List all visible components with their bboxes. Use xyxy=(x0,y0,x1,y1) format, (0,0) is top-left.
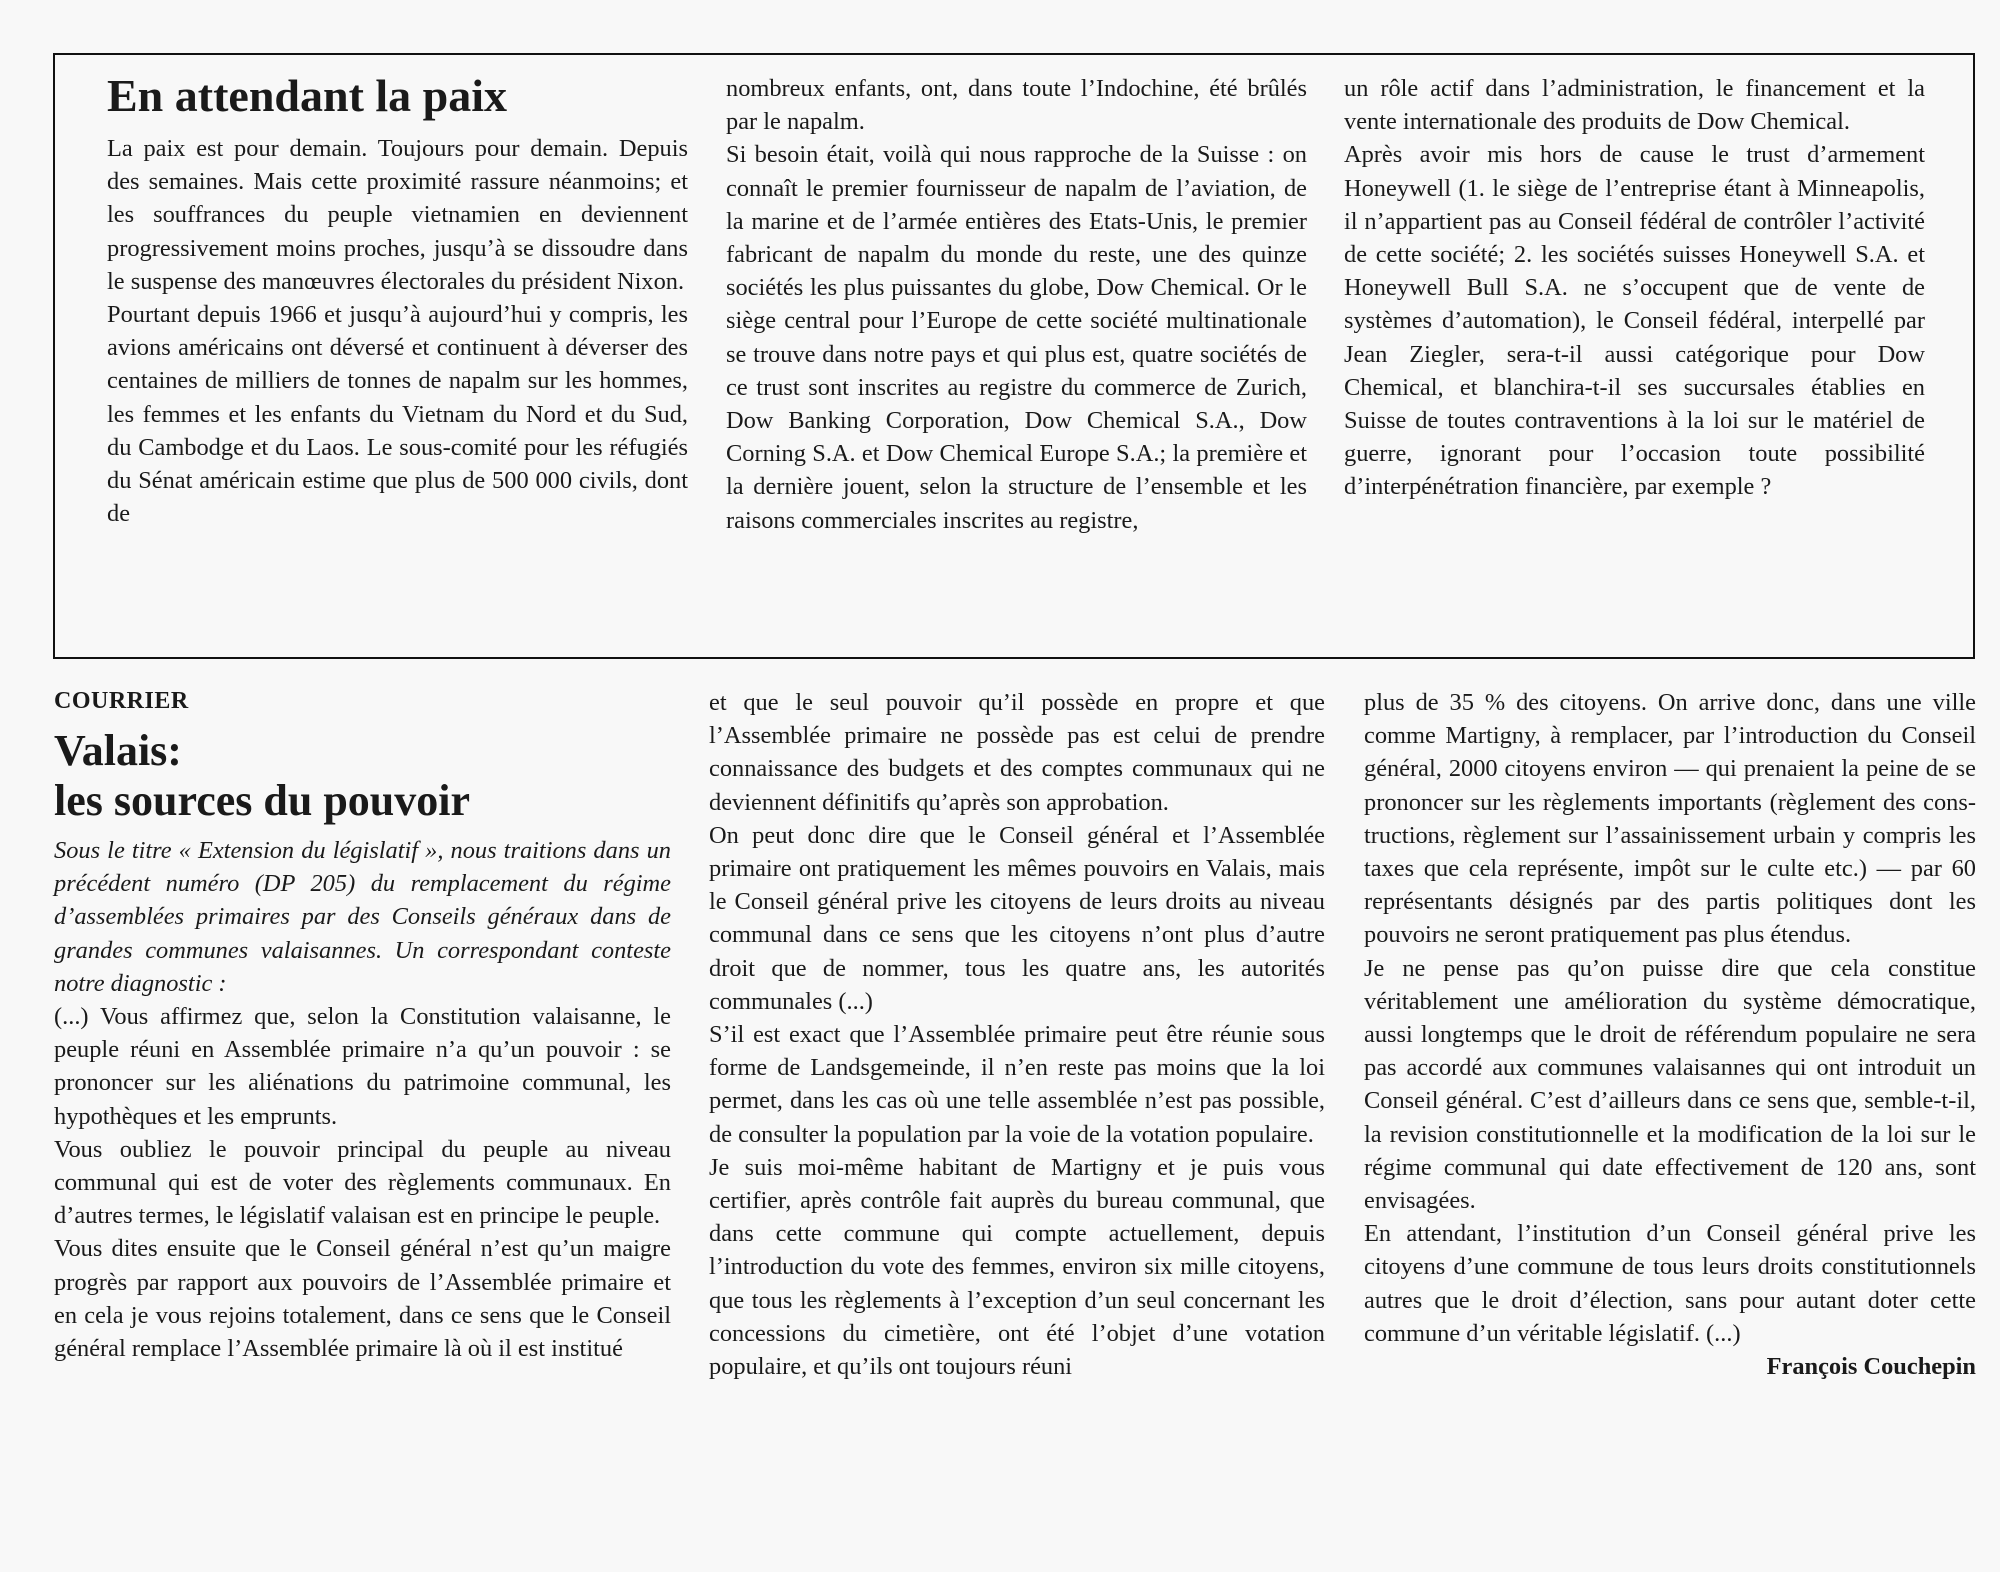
article-title-line-2: les sources du pouvoir xyxy=(54,776,471,825)
box-column-1 xyxy=(107,58,688,530)
article-title-line-1: Valais: xyxy=(54,726,182,775)
author-signature: François Couchepin xyxy=(1766,1353,1976,1381)
courrier-col2-paragraph: et que le seul pouvoir qu’il possède en propre et que l’Assemblée primaire ne possède pas est celui de prendre connaissance des budgets et des comptes communaux qui ne deviennent définitifs qu’après son approbation. xyxy=(709,689,1325,816)
box-col1-paragraph: La paix est pour demain. Toujours pour demain. Depuis des semaines. Mais cette proximité rassure néanmoins; et les souffrances du peuple vietnamien en deviennent progressivement moins proches, jusqu’à se dissoudre dans le suspense des manœuvres électorales du président Nixon. xyxy=(107,135,688,295)
courrier-col3-paragraph: plus de 35 % des citoyens. On arrive donc, dans une ville comme Martigny, à remplacer, par l’introduction du Conseil général, 2000 citoyens environ — qui prenaient la peine de se prononcer sur les règlements importants (règlement des constructions, règlement sur l’assainissement urbain y compris les taxes que cela représente, impôt sur le culte etc.) — par 60 représentants désignés par des partis politiques dont les pouvoirs ne seront pratiquement pas plus étendus. xyxy=(1364,689,1976,949)
courrier-col3-paragraph: Je ne pense pas qu’on puisse dire que cela constitue véritablement une amélioration du système démocratique, aussi longtemps que le droit de référendum populaire ne sera pas accordé aux communes valaisannes qui ont introduit un Conseil général. C’est d’ailleurs dans ce sens que, semble-t-il, la revision constitutionnelle et la modification de la loi sur le régime communal qui date effectivement de 120 ans, sont envisagées. xyxy=(1364,954,1976,1215)
box-col3-paragraph: Après avoir mis hors de cause le trust d’armement Honeywell (1. le siège de l’entreprise étant à Minneapolis, il n’appartient pas au Conseil fédéral de contrôler l’activité de cette société; 2. les sociétés suisses Honeywell S.A. et Honeywell Bull S.A. ne s’occupent que de vente de systèmes d’automation), le Conseil fédéral, interpellé par Jean Ziegler, sera-t-il aussi catégorique pour Dow Chemical, et blanchira-t-il ses succursales établies en Suisse de toutes contraventions à la loi sur le matériel de guerre, ignorant pour l’occasion toute possibilité d’interpénétration financière, par exemple ? xyxy=(1344,141,1925,501)
courrier-col1-paragraph: Vous dites ensuite que le Conseil général n’est qu’un maigre progrès par rapport aux pouvoirs de l’Assemblée primaire et en cela je vous rejoins totalement, dans ce sens que le Conseil général remplace l’Assemblée primaire là où il est institué xyxy=(54,1235,671,1363)
box-col2-paragraph: Si besoin était, voilà qui nous rapproche de la Suisse : on connaît le premier fournisseur de napalm de l’aviation, de la marine et de l’armée entières des Etats-Unis, le premier fabricant de napalm du monde du reste, une des quinze sociétés les plus puissantes du globe, Dow Chemical. Or le siège central pour l’Europe de cette société multinationale se trouve dans notre pays et qui plus est, quatre sociétés de ce trust sont inscrites au registre du commerce de Zurich, Dow Banking Corporation, Dow Chemical S.A., Dow Corning S.A. et Dow Chemical Europe S.A.; la première et la dernière jouent, selon la structure de l’ensemble et les raisons commerciales inscrites au registre, xyxy=(726,141,1307,534)
section-label: COURRIER xyxy=(54,688,189,714)
courrier-col2-paragraph: S’il est exact que l’Assemblée primaire peut être réunie sous forme de Landsgemeinde, il n’en reste pas moins que la loi permet, dans les cas où une telle assemblée n’est pas possible, de consulter la population par la voie de la votation populaire. xyxy=(709,1021,1325,1148)
article-intro: Sous le titre « Extension du législatif », nous traitions dans un précédent numéro (DP 205) du remplacement du régime d’assemblées primaires par des Conseils généraux dans de grandes communes valaisannes. Un correspondant conteste notre diagnostic : xyxy=(54,837,671,997)
article-title xyxy=(54,726,671,826)
courrier-col2-paragraph: On peut donc dire que le Conseil général et l’Assemblée primaire ont pratiquement les mêmes pouvoirs en Valais, mais le Conseil général prive les citoyens de leurs droits au niveau communal dans ce sens que les citoyens n’ont plus d’autre droit que de nommer, tous les quatre ans, les autorités communales (...) xyxy=(709,821,1325,1015)
courrier-col1-paragraph: Vous oubliez le pouvoir principal du peuple au niveau communal qui est de voter des règlements communaux. En d’autres termes, le législatif valaisan est en principe le peuple. xyxy=(54,1135,671,1230)
courrier-col1-paragraph: (...) Vous affirmez que, selon la Constitution valaisanne, le peuple réuni en Assemblée primaire n’a qu’un pouvoir : se prononcer sur les aliénations du patrimoine communal, les hypothèques et les emprunts. xyxy=(54,1003,671,1130)
box-column-2 xyxy=(726,72,1307,537)
box-col1-paragraph: Pourtant depuis 1966 et jusqu’à aujourd’hui y compris, les avions américains ont déversé et continuent à déverser des centaines de milliers de tonnes de napalm sur les hommes, les femmes et les enfants du Vietnam du Nord et du Sud, du Cambodge et du Laos. Le sous-comité pour les réfugiés du Sénat américain estime que plus de 500 000 civils, dont de xyxy=(107,301,688,528)
box-col2-paragraph: nombreux enfants, ont, dans toute l’Indochine, été brûlés par le napalm. xyxy=(726,75,1307,136)
box-article-title: En attendant la paix xyxy=(107,70,508,121)
courrier-column-1 xyxy=(54,686,671,1365)
courrier-col2-paragraph: Je suis moi-même habitant de Martigny et je puis vous certifier, après contrôle fait auprès du bureau communal, que dans cette commune qui compte actuellement, depuis l’introduction du vote des femmes, environ six mille citoyens, que tous les règlements à l’exception d’un seul concernant les concessions du cimetière, ont été l’objet d’une votation populaire, et qu’ils ont toujours réuni xyxy=(709,1153,1325,1381)
courrier-column-3 xyxy=(1364,686,1976,1383)
courrier-column-2 xyxy=(709,686,1325,1383)
box-col3-paragraph: un rôle actif dans l’administration, le financement et la vente internationale des produits de Dow Chemical. xyxy=(1344,75,1925,136)
courrier-col3-paragraph: En attendant, l’institution d’un Conseil général prive les citoyens d’une commune de tous leurs droits constitutionnels autres que le droit d’élection, sans pour autant doter cette commune d’un véritable législatif. (...) xyxy=(1364,1220,1976,1347)
box-column-3 xyxy=(1344,72,1925,504)
